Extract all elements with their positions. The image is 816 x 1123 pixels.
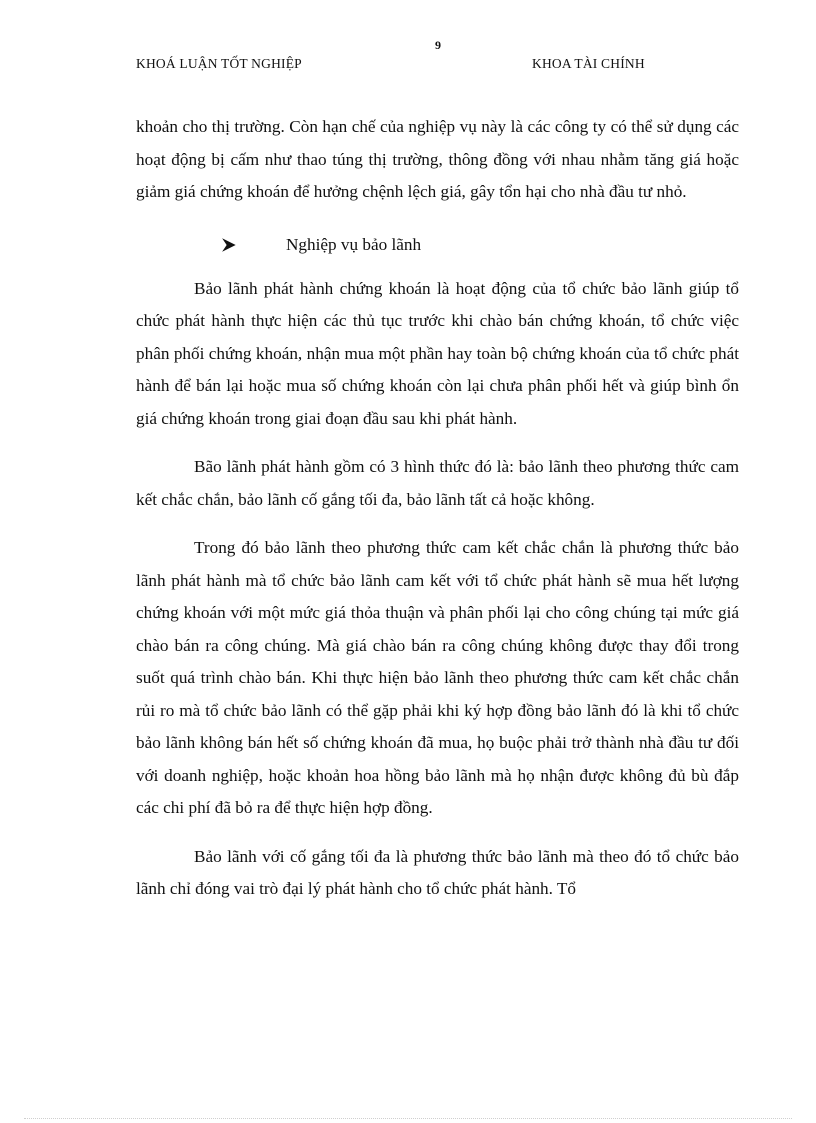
paragraph-1: khoản cho thị trường. Còn hạn chế của nghiệp vụ này là các công ty có thể sử dụng các hoạt động bị cấm như thao túng thị trường, thông đồng với nhau nhằm tăng giá hoặc giảm giá chứng khoán để hưởng chệnh lệch giá, gây tổn hại cho nhà đầu tư nhỏ. bbox=[136, 117, 739, 201]
page-number: 9 bbox=[435, 38, 441, 52]
paragraph-5: Bảo lãnh với cố gắng tối đa là phương thức bảo lãnh mà theo đó tổ chức bảo lãnh chỉ đóng vai trò đại lý phát hành cho tổ chức phát hành. Tổ bbox=[136, 846, 739, 898]
arrowhead-bullet-icon bbox=[222, 237, 238, 253]
document-body bbox=[136, 111, 739, 906]
paragraph-2: Bảo lãnh phát hành chứng khoán là hoạt động của tổ chức bảo lãnh giúp tổ chức phát hành thực hiện các thủ tục trước khi chào bán chứng khoán, tổ chức việc phân phối chứng khoán, nhận mua một phần hay toàn bộ chứng khoán của tổ chức phát hành để bán lại hoặc mua số chứng khoán còn lại chưa phân phối hết và giúp bình ổn giá chứng khoán trong giai đoạn đầu sau khi phát hành. bbox=[136, 278, 739, 428]
bullet-heading-row bbox=[136, 229, 739, 261]
paragraph-3: Bão lãnh phát hành gồm có 3 hình thức đó là: bảo lãnh theo phương thức cam kết chắc chắn, bảo lãnh cố gắng tối đa, bảo lãnh tất cả hoặc không. bbox=[136, 457, 739, 509]
section-heading: Nghiệp vụ bảo lãnh bbox=[286, 234, 422, 254]
paragraph-4: Trong đó bảo lãnh theo phương thức cam kết chắc chắn là phương thức bảo lãnh phát hành mà tổ chức bảo lãnh cam kết với tổ chức phát hành sẽ mua hết lượng chứng khoán với một mức giá thỏa thuận và phân phối lại cho công chúng tại mức giá chào bán ra công chúng. Mà giá chào bán ra công chúng không được thay đổi trong suốt quá trình chào bán. Khi thực hiện bảo lãnh theo phương thức cam kết chắc chắn rủi ro mà tổ chức bảo lãnh có thể gặp phải khi ký hợp đồng bảo lãnh đó là khi tổ chức bảo lãnh không bán hết số chứng khoán đã mua, họ buộc phải trở thành nhà đầu tư đối với doanh nghiệp, hoặc khoản hoa hồng bảo lãnh mà họ nhận được không đủ bù đắp các chi phí đã bỏ ra để thực hiện hợp đồng. bbox=[136, 538, 739, 817]
header-faculty: KHOA TÀI CHÍNH bbox=[532, 56, 645, 71]
page-bottom-divider bbox=[24, 1118, 792, 1119]
header-thesis-title: KHOÁ LUẬN TỐT NGHIỆP bbox=[136, 56, 302, 71]
